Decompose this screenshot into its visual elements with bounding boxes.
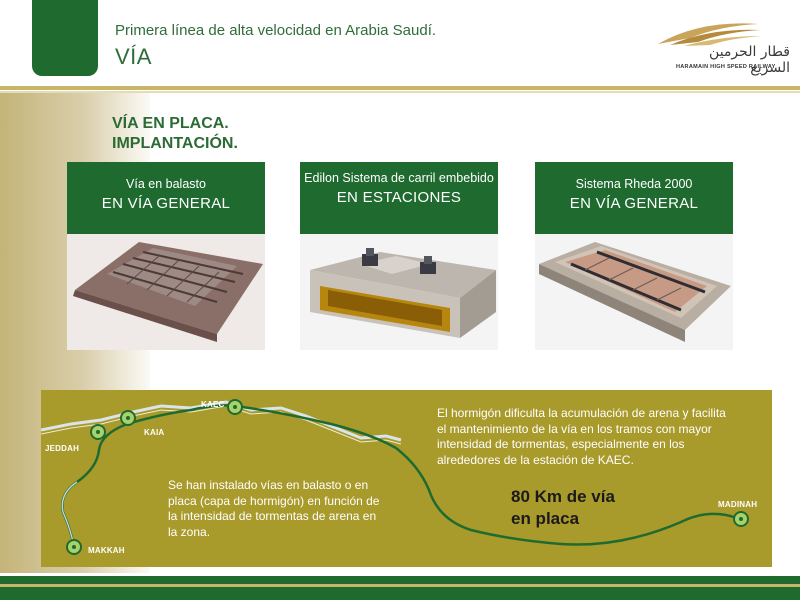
page-title: VÍA	[115, 44, 152, 69]
note-ballast-or-slab: Se han instalado vías en balasto o en placa (capa de hormigón) en función de la intensidad de tormentas de arena en la zona.	[168, 478, 380, 539]
logo-arabic-text: قطار الحرمين السريع	[709, 44, 790, 76]
card-subtitle: EN VÍA GENERAL	[101, 195, 231, 212]
note-concrete-benefits: El hormigón dificulta la acumulación de arena y facilita el mantenimiento de la vía en los tramos con mayor intensidad de tormentas, especialmente en los alrededores de la estación de KAEC.	[437, 406, 726, 467]
card-title: Edilon Sistema de carril embebido	[304, 171, 494, 185]
haramain-logo	[640, 18, 790, 78]
label-jeddah: JEDDAH	[45, 444, 80, 453]
header-green-tab	[32, 0, 98, 76]
section-heading-line2: IMPLANTACIÓN.	[112, 135, 238, 152]
card-subtitle: EN VÍA GENERAL	[569, 195, 699, 212]
slab-track-length	[511, 486, 615, 530]
label-madinah: MADINAH	[718, 500, 758, 509]
card-ballast-track	[67, 162, 265, 350]
slab-track-length-line1: 80 Km de vía	[511, 487, 615, 506]
section-heading	[112, 114, 238, 154]
card-embedded-rail	[300, 162, 498, 350]
footer-gold-line	[0, 584, 800, 587]
label-kaec: KAEC	[201, 400, 225, 409]
card-title: Vía en balasto	[126, 177, 206, 191]
card-rheda-2000	[535, 162, 733, 350]
section-heading-line1: VÍA EN PLACA.	[112, 115, 229, 132]
rheda-2000-image	[535, 234, 733, 350]
page-subtitle: Primera línea de alta velocidad en Arabia Saudí.	[115, 22, 437, 39]
card-subtitle: EN ESTACIONES	[336, 189, 462, 206]
ballast-track-image	[67, 234, 265, 350]
slab-track-length-line2: en placa	[511, 509, 580, 528]
card-header	[67, 162, 265, 234]
embedded-rail-image	[300, 234, 498, 350]
card-header	[300, 162, 498, 234]
card-header	[535, 162, 733, 234]
logo-english-text: HARAMAIN HIGH SPEED RAILWAY	[676, 64, 776, 70]
card-title: Sistema Rheda 2000	[575, 177, 693, 191]
footer-bar	[0, 576, 800, 600]
header-divider	[0, 86, 800, 90]
label-kaia: KAIA	[144, 428, 165, 437]
label-makkah: MAKKAH	[88, 546, 125, 555]
header	[0, 0, 800, 82]
